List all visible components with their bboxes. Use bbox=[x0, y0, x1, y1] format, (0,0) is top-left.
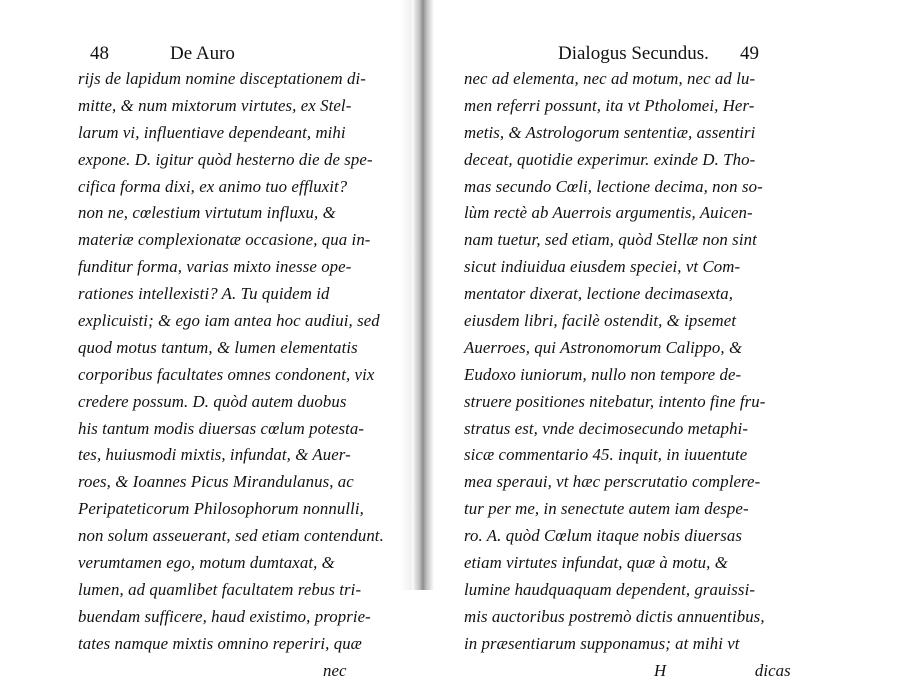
text-line: ro. A. quòd Cœlum itaque nobis diuersas bbox=[464, 526, 743, 546]
page-number-right: 49 bbox=[740, 43, 759, 64]
text-line: his tantum modis diuersas cœlum potesta- bbox=[78, 418, 365, 438]
text-line: explicuisti; & ego iam antea hoc audiui, sed bbox=[78, 311, 380, 331]
text-line: lùm rectè ab Auerrois argumentis, Auicen- bbox=[464, 203, 753, 223]
text-line: Eudoxo iuniorum, nullo non tempore de- bbox=[464, 364, 742, 384]
text-line: expone. D. igitur quòd hesterno die de spe- bbox=[78, 149, 373, 169]
text-line: rijs de lapidum nomine disceptationem di- bbox=[78, 69, 366, 88]
text-line: sicut indiuidua eiusdem speciei, vt Com- bbox=[464, 257, 741, 277]
text-line: deceat, quotidie experimur. exinde D. Tho- bbox=[464, 149, 756, 169]
text-line: Auerroes, qui Astronomorum Calippo, & bbox=[464, 337, 743, 357]
text-line: lumen, ad quamlibet facultatem rebus tri- bbox=[78, 579, 362, 599]
text-line: non solum asseuerant, sed etiam contendunt. bbox=[78, 526, 384, 546]
text-line: mitte, & num mixtorum virtutes, ex Stel- bbox=[78, 95, 352, 115]
text-line: verumtamen ego, motum dumtaxat, & bbox=[78, 553, 335, 573]
left-page bbox=[0, 0, 412, 680]
text-line: funditur forma, varias mixto inesse ope- bbox=[78, 257, 352, 277]
signature-line bbox=[464, 658, 791, 685]
text-line: Peripateticorum Philosophorum nonnulli, bbox=[78, 499, 364, 519]
left-page-text bbox=[78, 66, 384, 684]
catchword-left: nec bbox=[323, 660, 347, 680]
text-line: corporibus facultates omnes condonent, vix bbox=[78, 364, 375, 384]
text-line: nam tuetur, sed etiam, quòd Stellæ non sint bbox=[464, 230, 757, 250]
book-gutter bbox=[412, 0, 434, 590]
text-line: tates namque mixtis omnino reperiri, quæ bbox=[78, 633, 362, 653]
text-line: etiam virtutes infundat, quæ à motu, & bbox=[464, 553, 728, 573]
right-page bbox=[434, 0, 900, 680]
text-line: larum vi, influentiave dependeant, mihi bbox=[78, 122, 346, 142]
catchword-right: dicas bbox=[754, 660, 791, 680]
text-line: buendam sufficere, haud existimo, proprie- bbox=[78, 606, 371, 626]
right-page-text bbox=[464, 66, 791, 684]
page-number-left: 48 bbox=[90, 43, 109, 64]
text-line: non ne, cœlestium virtutum influxu, & bbox=[78, 203, 336, 223]
text-line: men referri possunt, ita vt Ptholomei, Her- bbox=[464, 95, 755, 115]
running-head-right: Dialogus Secundus. bbox=[558, 43, 709, 64]
text-line: mea speraui, vt hæc perscrutatio complere- bbox=[464, 472, 761, 492]
text-line: quod motus tantum, & lumen elementatis bbox=[78, 337, 358, 357]
text-line: nec ad elementa, nec ad motum, nec ad lu- bbox=[464, 69, 756, 88]
text-line: rationes intellexisti? A. Tu quidem id bbox=[78, 284, 330, 304]
text-line: sicæ commentario 45. inquit, in iuuentute bbox=[464, 445, 748, 465]
text-line: mis auctoribus postremò dictis annuentibus, bbox=[464, 606, 765, 626]
text-line: stratus est, vnde decimosecundo metaphi- bbox=[464, 418, 749, 438]
text-line: credere possum. D. quòd autem duobus bbox=[78, 391, 347, 411]
text-line: mentator dixerat, lectione decimasexta, bbox=[464, 284, 734, 304]
text-line: eiusdem libri, facilè ostendit, & ipsemet bbox=[464, 311, 737, 331]
text-line: materiæ complexionatæ occasione, qua in- bbox=[78, 230, 371, 250]
running-head-left: De Auro bbox=[170, 43, 235, 64]
text-line: mas secundo Cœli, lectione decima, non so- bbox=[464, 176, 763, 196]
text-line: in præsentiarum supponamus; at mihi vt bbox=[464, 633, 740, 653]
signature-mark: H bbox=[654, 660, 667, 680]
text-line: roes, & Ioannes Picus Mirandulanus, ac bbox=[78, 472, 354, 492]
text-line: struere positiones nitebatur, intento fine fru- bbox=[464, 391, 766, 411]
text-line: lumine haudquaquam dependent, grauissi- bbox=[464, 579, 756, 599]
text-line: tes, huiusmodi mixtis, infundat, & Auer- bbox=[78, 445, 351, 465]
text-line: metis, & Astrologorum sententiæ, assentiri bbox=[464, 122, 756, 142]
text-line: cifica forma dixi, ex animo tuo effluxit? bbox=[78, 176, 348, 196]
text-line: tur per me, in senectute autem iam despe- bbox=[464, 499, 749, 519]
